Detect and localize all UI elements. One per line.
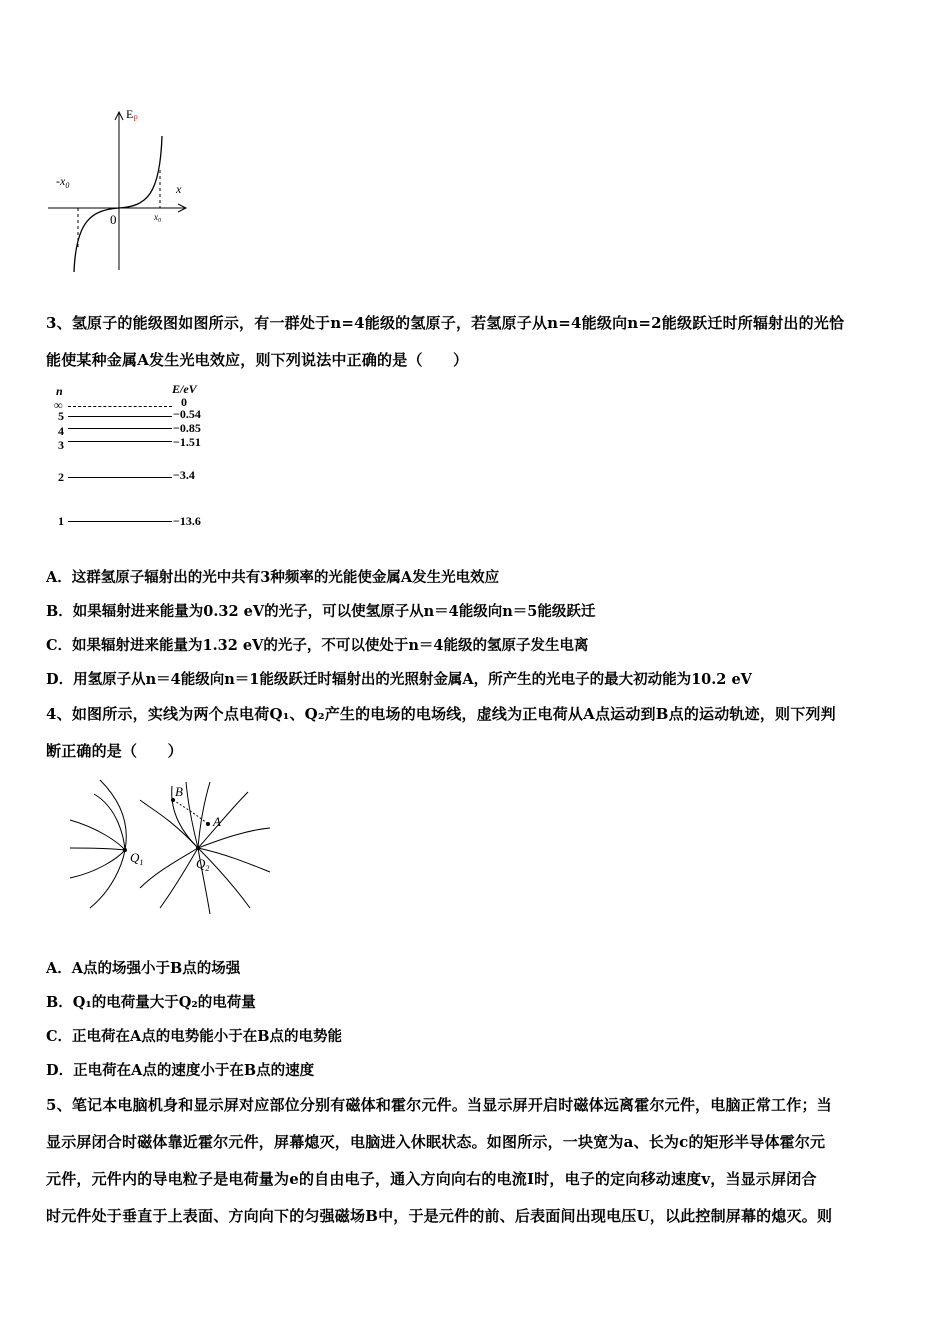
xlabel: x: [176, 182, 182, 196]
field-lines-figure: [60, 778, 310, 928]
origin-label: 0: [110, 212, 117, 227]
q5-line3: 元件，元件内的导电粒子是电荷量为e的自由电子，通入方向向右的电流I时，电子的定向移动速度v，当显示屏闭合: [46, 1170, 817, 1188]
svg-text:Q1: [130, 850, 143, 867]
ep-x-graph: [40, 100, 200, 280]
level-e-inf: 0: [181, 395, 187, 409]
level-e-5: −0.54: [173, 407, 201, 421]
energy-level-diagram: [50, 380, 230, 530]
q3-option-a: A．这群氢原子辐射出的光中共有3种频率的光能使金属A发生光电效应: [46, 569, 500, 586]
level-n-1: 1: [58, 514, 64, 528]
svg-text:EP: [126, 107, 138, 123]
q3-option-b: B．如果辐射进来能量为0.32 eV的光子，可以使氢原子从n＝4能级向n＝5能级跃迁: [46, 603, 596, 620]
q3-option-d: D．用氢原子从n＝4能级向n＝1能级跃迁时辐射出的光照射金属A，所产生的光电子的最大初动能为10.2 eV: [46, 671, 752, 688]
q2-charge: [196, 846, 200, 850]
level-line-4: [68, 428, 172, 429]
q3-option-c: C．如果辐射进来能量为1.32 eV的光子，不可以使处于n＝4能级的氢原子发生电离: [46, 637, 589, 654]
q2-line: [198, 848, 250, 908]
q1-line: [70, 820, 125, 850]
x0-label: x: [154, 212, 158, 222]
level-n-5: 5: [58, 409, 64, 423]
level-n-3: 3: [58, 438, 64, 452]
level-line-5: [68, 416, 172, 417]
q2-line: [140, 848, 198, 888]
q1-label: Q: [130, 850, 140, 865]
q3-line2: 能使某种金属A发生光电效应，则下列说法中正确的是（ ）: [46, 351, 469, 369]
q4-option-b: B．Q₁的电荷量大于Q₂的电荷量: [46, 994, 256, 1011]
ylabel-sub: P: [133, 114, 138, 123]
level-e-2: −3.4: [173, 468, 195, 482]
x0-sub: 0: [158, 218, 161, 224]
q4-line1: 4、如图所示，实线为两个点电荷Q₁、Q₂产生的电场的电场线，虚线为正电荷从A点运动到B点的运动轨迹，则下列判: [46, 705, 836, 723]
level-e-4: −0.85: [173, 421, 201, 435]
q1-label-sub: 1: [139, 858, 144, 867]
q2-label: Q: [196, 856, 206, 871]
q1-charge: [123, 848, 127, 852]
ylabel: E: [126, 107, 134, 121]
neg-x0-label: -x: [56, 174, 66, 188]
neg-x0-sub: 0: [65, 181, 70, 190]
ep-curve: [74, 136, 162, 272]
level-line-3: [68, 441, 172, 442]
q1-line: [90, 850, 125, 908]
q2-line: [198, 782, 210, 848]
q1-line: [94, 794, 125, 850]
level-line-1: [68, 521, 172, 522]
q5-line4: 时元件处于垂直于上表面、方向向下的匀强磁场B中，于是元件的前、后表面间出现电压U，以此控制屏幕的熄灭。则: [46, 1207, 833, 1225]
q4-line2: 断正确的是（ ）: [46, 742, 183, 760]
q4-option-a: A．A点的场强小于B点的场强: [46, 960, 241, 977]
q4-option-d: D．正电荷在A点的速度小于在B点的速度: [46, 1062, 315, 1079]
level-n-2: 2: [58, 470, 64, 484]
svg-text:Q2: [196, 856, 209, 873]
level-n-4: 4: [58, 424, 64, 438]
q2-line: [198, 828, 270, 848]
level-e-1: −13.6: [173, 514, 201, 528]
svg-text:-x0: [56, 174, 69, 190]
point-a: [206, 822, 210, 826]
e-header: E/eV: [172, 382, 197, 396]
svg-text:x0: [153, 212, 161, 224]
q2-label-sub: 2: [205, 864, 210, 873]
q5-line2: 显示屏闭合时磁体靠近霍尔元件，屏幕熄灭，电脑进入休眠状态。如图所示，一块宽为a、长为c的矩形半导体霍尔元: [46, 1133, 826, 1151]
q4-option-c: C．正电荷在A点的电势能小于在B点的电势能: [46, 1028, 343, 1045]
q2-line: [160, 848, 198, 908]
level-n-inf: ∞: [54, 398, 63, 412]
level-line-inf: [68, 406, 172, 407]
n-header: n: [56, 384, 63, 398]
level-e-3: −1.51: [173, 435, 201, 449]
q5-line1: 5、笔记本电脑机身和显示屏对应部位分别有磁体和霍尔元件。当显示屏开启时磁体远离霍尔元件，电脑正常工作；当: [46, 1096, 832, 1114]
label-b: B: [175, 784, 183, 799]
level-line-2: [68, 477, 172, 478]
label-a: A: [213, 814, 221, 829]
q3-line1: 3、氢原子的能级图如图所示，有一群处于n=4能级的氢原子，若氢原子从n=4能级向n=2能级跃迁时所辐射出的光恰: [46, 314, 845, 332]
q1-line: [70, 848, 125, 850]
